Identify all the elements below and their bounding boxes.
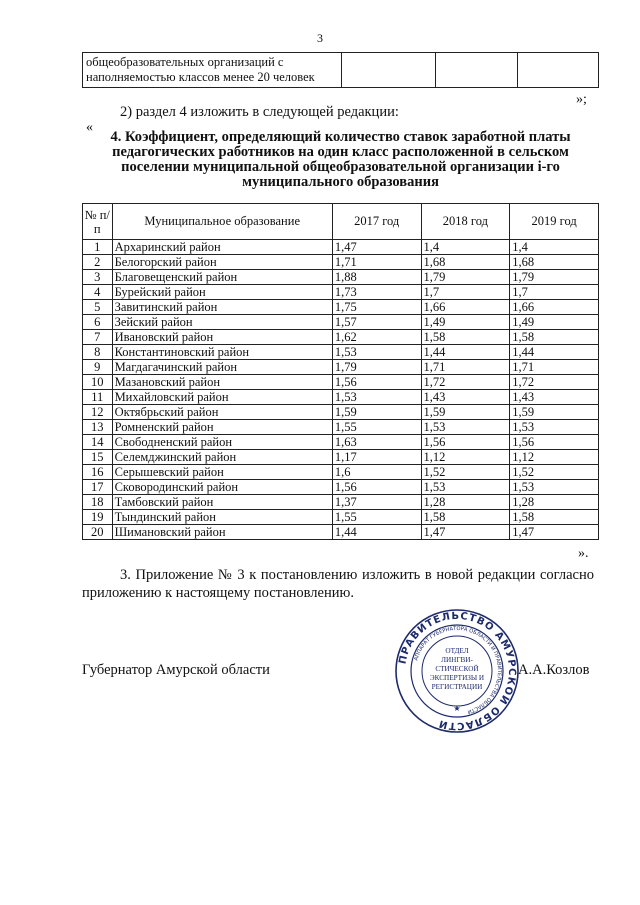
row-number: 11 bbox=[83, 390, 113, 405]
stamp-inner-text: АППАРАТ ГУБЕРНАТОРА ОБЛАСТИ И ПРАВИТЕЛЬСТВА ОБЛАСТИ bbox=[413, 625, 503, 715]
header-municipality: Муниципальное образование bbox=[112, 204, 332, 240]
value-2018: 1,4 bbox=[421, 240, 510, 255]
section-instruction: 2) раздел 4 изложить в следующей редакции: bbox=[120, 104, 399, 120]
municipality-cell: Мазановский район bbox=[112, 375, 332, 390]
table-row bbox=[83, 285, 599, 300]
row-number: 9 bbox=[83, 360, 113, 375]
table-row bbox=[83, 405, 599, 420]
table-row bbox=[83, 435, 599, 450]
municipality-cell: Свободненский район bbox=[112, 435, 332, 450]
row-number: 14 bbox=[83, 435, 113, 450]
table-row bbox=[83, 480, 599, 495]
value-2017: 1,53 bbox=[332, 345, 421, 360]
value-2017: 1,55 bbox=[332, 510, 421, 525]
row-number: 20 bbox=[83, 525, 113, 540]
table-row bbox=[83, 375, 599, 390]
value-2017: 1,73 bbox=[332, 285, 421, 300]
value-2019: 1,52 bbox=[510, 465, 599, 480]
row-number: 16 bbox=[83, 465, 113, 480]
value-2017: 1,59 bbox=[332, 405, 421, 420]
stamp-outer-text: ПРАВИТЕЛЬСТВО АМУРСКОЙ ОБЛАСТИ bbox=[397, 610, 518, 732]
signature-name: А.А.Козлов bbox=[518, 662, 590, 678]
value-2018: 1,49 bbox=[421, 315, 510, 330]
value-2018: 1,58 bbox=[421, 510, 510, 525]
table-cell-empty bbox=[436, 53, 517, 88]
value-2019: 1,56 bbox=[510, 435, 599, 450]
municipality-cell: Тамбовский район bbox=[112, 495, 332, 510]
value-2018: 1,47 bbox=[421, 525, 510, 540]
table-row bbox=[83, 345, 599, 360]
value-2017: 1,71 bbox=[332, 255, 421, 270]
value-2019: 1,44 bbox=[510, 345, 599, 360]
value-2019: 1,59 bbox=[510, 405, 599, 420]
row-number: 4 bbox=[83, 285, 113, 300]
value-2017: 1,75 bbox=[332, 300, 421, 315]
municipality-cell: Архаринский район bbox=[112, 240, 332, 255]
value-2017: 1,53 bbox=[332, 390, 421, 405]
value-2019: 1,43 bbox=[510, 390, 599, 405]
row-number: 18 bbox=[83, 495, 113, 510]
table-cell: общеобразовательных организаций с наполняемостью классов менее 20 человек bbox=[83, 53, 342, 88]
header-2017: 2017 год bbox=[332, 204, 421, 240]
value-2017: 1,17 bbox=[332, 450, 421, 465]
table-row bbox=[83, 390, 599, 405]
municipality-cell: Магдагачинский район bbox=[112, 360, 332, 375]
value-2017: 1,88 bbox=[332, 270, 421, 285]
municipality-cell: Селемджинский район bbox=[112, 450, 332, 465]
value-2018: 1,58 bbox=[421, 330, 510, 345]
value-2018: 1,66 bbox=[421, 300, 510, 315]
header-number: № п/п bbox=[83, 204, 113, 240]
value-2018: 1,56 bbox=[421, 435, 510, 450]
stamp-seal-icon bbox=[393, 607, 521, 735]
municipality-cell: Шимановский район bbox=[112, 525, 332, 540]
value-2017: 1,57 bbox=[332, 315, 421, 330]
table-row bbox=[83, 315, 599, 330]
row-number: 7 bbox=[83, 330, 113, 345]
municipality-cell: Михайловский район bbox=[112, 390, 332, 405]
value-2019: 1,71 bbox=[510, 360, 599, 375]
value-2017: 1,56 bbox=[332, 480, 421, 495]
header-2019: 2019 год bbox=[510, 204, 599, 240]
coefficient-table bbox=[82, 203, 599, 540]
municipality-cell: Серышевский район bbox=[112, 465, 332, 480]
closing-quote: ». bbox=[578, 546, 589, 561]
value-2017: 1,63 bbox=[332, 435, 421, 450]
municipality-cell: Октябрьский район bbox=[112, 405, 332, 420]
value-2017: 1,79 bbox=[332, 360, 421, 375]
table-row bbox=[83, 495, 599, 510]
table-row bbox=[83, 465, 599, 480]
table-row bbox=[83, 330, 599, 345]
value-2018: 1,43 bbox=[421, 390, 510, 405]
row-number: 19 bbox=[83, 510, 113, 525]
value-2019: 1,58 bbox=[510, 330, 599, 345]
header-2018: 2018 год bbox=[421, 204, 510, 240]
value-2019: 1,66 bbox=[510, 300, 599, 315]
page-number: 3 bbox=[317, 31, 323, 45]
stamp-center-text bbox=[430, 647, 484, 691]
value-2017: 1,6 bbox=[332, 465, 421, 480]
value-2018: 1,79 bbox=[421, 270, 510, 285]
row-number: 1 bbox=[83, 240, 113, 255]
municipality-cell: Белогорский район bbox=[112, 255, 332, 270]
value-2018: 1,72 bbox=[421, 375, 510, 390]
value-2018: 1,53 bbox=[421, 420, 510, 435]
row-number: 2 bbox=[83, 255, 113, 270]
value-2018: 1,28 bbox=[421, 495, 510, 510]
table-row bbox=[83, 53, 599, 88]
value-2019: 1,47 bbox=[510, 525, 599, 540]
table-row bbox=[83, 360, 599, 375]
stamp-center-line: ЭКСПЕРТИЗЫ И bbox=[429, 674, 485, 682]
section-heading: 4. Коэффициент, определяющий количество ставок заработной платы педагогических работников на один класс расположенной в сельском поселении муниципальной общеобразовательной организации i-го муниципального образования bbox=[110, 129, 571, 190]
value-2017: 1,47 bbox=[332, 240, 421, 255]
value-2018: 1,12 bbox=[421, 450, 510, 465]
table-row bbox=[83, 510, 599, 525]
value-2019: 1,79 bbox=[510, 270, 599, 285]
table-cell-empty bbox=[517, 53, 598, 88]
municipality-cell: Ивановский район bbox=[112, 330, 332, 345]
row-number: 5 bbox=[83, 300, 113, 315]
value-2019: 1,68 bbox=[510, 255, 599, 270]
stamp-center-line: ОТДЕЛ bbox=[445, 647, 469, 655]
row-number: 3 bbox=[83, 270, 113, 285]
row-number: 15 bbox=[83, 450, 113, 465]
municipality-cell: Константиновский район bbox=[112, 345, 332, 360]
stamp-center-line: СТИЧЕСКОЙ bbox=[435, 665, 479, 673]
paragraph-3: 3. Приложение № 3 к постановлению изложить в новой редакции согласно приложению к настоящему постановлению. bbox=[82, 567, 594, 601]
table-row bbox=[83, 270, 599, 285]
value-2019: 1,12 bbox=[510, 450, 599, 465]
municipality-cell: Бурейский район bbox=[112, 285, 332, 300]
row-number: 6 bbox=[83, 315, 113, 330]
closing-quote: »; bbox=[576, 92, 587, 107]
row-number: 12 bbox=[83, 405, 113, 420]
table-row bbox=[83, 450, 599, 465]
stamp-center-line: РЕГИСТРАЦИИ bbox=[431, 683, 483, 691]
value-2019: 1,7 bbox=[510, 285, 599, 300]
value-2019: 1,53 bbox=[510, 480, 599, 495]
opening-quote: « bbox=[86, 120, 93, 135]
value-2017: 1,55 bbox=[332, 420, 421, 435]
continuation-table bbox=[82, 52, 599, 88]
value-2018: 1,44 bbox=[421, 345, 510, 360]
value-2018: 1,53 bbox=[421, 480, 510, 495]
value-2019: 1,72 bbox=[510, 375, 599, 390]
value-2018: 1,68 bbox=[421, 255, 510, 270]
value-2017: 1,44 bbox=[332, 525, 421, 540]
value-2018: 1,7 bbox=[421, 285, 510, 300]
value-2018: 1,71 bbox=[421, 360, 510, 375]
value-2018: 1,59 bbox=[421, 405, 510, 420]
value-2019: 1,49 bbox=[510, 315, 599, 330]
value-2018: 1,52 bbox=[421, 465, 510, 480]
value-2019: 1,4 bbox=[510, 240, 599, 255]
row-number: 17 bbox=[83, 480, 113, 495]
stamp-center-line: ЛИНГВИ- bbox=[441, 656, 473, 664]
municipality-cell: Ромненский район bbox=[112, 420, 332, 435]
signature-title: Губернатор Амурской области bbox=[82, 662, 270, 678]
value-2017: 1,56 bbox=[332, 375, 421, 390]
official-stamp bbox=[393, 607, 521, 740]
table-row bbox=[83, 255, 599, 270]
row-number: 10 bbox=[83, 375, 113, 390]
municipality-cell: Тындинский район bbox=[112, 510, 332, 525]
table-header-row bbox=[83, 204, 599, 240]
value-2019: 1,28 bbox=[510, 495, 599, 510]
value-2019: 1,53 bbox=[510, 420, 599, 435]
municipality-cell: Зейский район bbox=[112, 315, 332, 330]
value-2017: 1,62 bbox=[332, 330, 421, 345]
stamp-star-icon: ★ bbox=[453, 704, 461, 713]
table-row bbox=[83, 240, 599, 255]
table-row bbox=[83, 420, 599, 435]
row-number: 13 bbox=[83, 420, 113, 435]
table-row bbox=[83, 300, 599, 315]
row-number: 8 bbox=[83, 345, 113, 360]
table-row bbox=[83, 525, 599, 540]
municipality-cell: Сковородинский район bbox=[112, 480, 332, 495]
value-2019: 1,58 bbox=[510, 510, 599, 525]
table-cell-empty bbox=[342, 53, 436, 88]
municipality-cell: Завитинский район bbox=[112, 300, 332, 315]
value-2017: 1,37 bbox=[332, 495, 421, 510]
municipality-cell: Благовещенский район bbox=[112, 270, 332, 285]
